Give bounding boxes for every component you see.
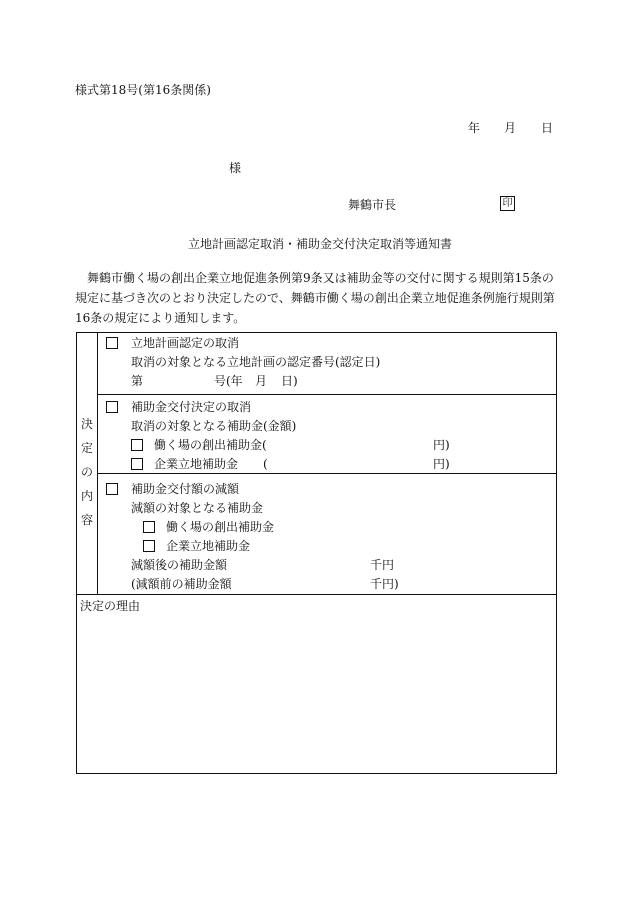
- date-day-label: 日: [541, 121, 554, 135]
- reason-label: 決定の理由: [80, 599, 141, 613]
- form-number: 様式第18号(第16条関係): [75, 83, 211, 97]
- section2-item2-yen: 円): [433, 457, 450, 471]
- section1-day: 日): [281, 374, 298, 388]
- body-text: [75, 268, 555, 328]
- date-year-label: 年: [468, 121, 481, 135]
- section1-line1: 取消の対象となる立地計画の認定番号(認定日): [131, 355, 381, 369]
- table-divider-1: [97, 394, 556, 395]
- section2-item2: 企業立地補助金: [154, 457, 239, 471]
- checkbox-location-subsidy[interactable]: [131, 458, 143, 470]
- section2-title: 補助金交付決定の取消: [131, 400, 252, 414]
- section2-item2-paren: (: [263, 457, 268, 471]
- checkbox-plan-cancel[interactable]: [106, 337, 118, 349]
- section2-item1: 働く場の創出補助金(: [154, 438, 267, 452]
- checkbox-subsidy-reduction[interactable]: [106, 483, 118, 495]
- section1-dai: 第: [131, 374, 144, 388]
- section3-line1: 減額の対象となる補助金: [131, 501, 264, 515]
- table-divider-2: [97, 473, 556, 474]
- body-line-2: 規定に基づき次のとおり決定したので、舞鶴市働く場の創出企業立地促進条例施行規則第: [75, 291, 555, 305]
- section3-after-unit: 千円: [370, 558, 395, 572]
- table-divider-vertical: [97, 332, 98, 594]
- section1-go: 号(年: [214, 374, 243, 388]
- seal-mark: 印: [500, 196, 515, 211]
- section1-title: 立地計画認定の取消: [131, 336, 240, 350]
- checkbox-reduce-location-subsidy[interactable]: [143, 540, 155, 552]
- section1-month: 月: [255, 374, 268, 388]
- section3-title: 補助金交付額の減額: [131, 482, 240, 496]
- section3-before-unit: 千円): [370, 577, 399, 591]
- body-line-1: 舞鶴市働く場の創出企業立地促進条例第9条又は補助金等の交付に関する規則第15条の: [87, 271, 554, 285]
- date-month-label: 月: [504, 121, 517, 135]
- document-title: 立地計画認定取消・補助金交付決定取消等通知書: [188, 237, 453, 251]
- section3-item1: 働く場の創出補助金: [166, 520, 275, 534]
- checkbox-subsidy-cancel[interactable]: [106, 401, 118, 413]
- issuer-name: 舞鶴市長: [348, 198, 397, 212]
- checkbox-workplace-subsidy[interactable]: [131, 439, 143, 451]
- section2-item1-yen: 円): [433, 438, 450, 452]
- section3-after-label: 減額後の補助金額: [131, 558, 228, 572]
- addressee-suffix: 様: [229, 161, 242, 175]
- section2-line1: 取消の対象となる補助金(金額): [131, 419, 297, 433]
- decision-content-label: 決 定 の 内 容: [80, 417, 93, 527]
- table-divider-3: [76, 594, 556, 595]
- body-line-3: 16条の規定により通知します。: [75, 311, 246, 325]
- section3-before-label: (減額前の補助金額: [131, 577, 232, 591]
- section3-item2: 企業立地補助金: [166, 539, 251, 553]
- checkbox-reduce-workplace-subsidy[interactable]: [143, 521, 155, 533]
